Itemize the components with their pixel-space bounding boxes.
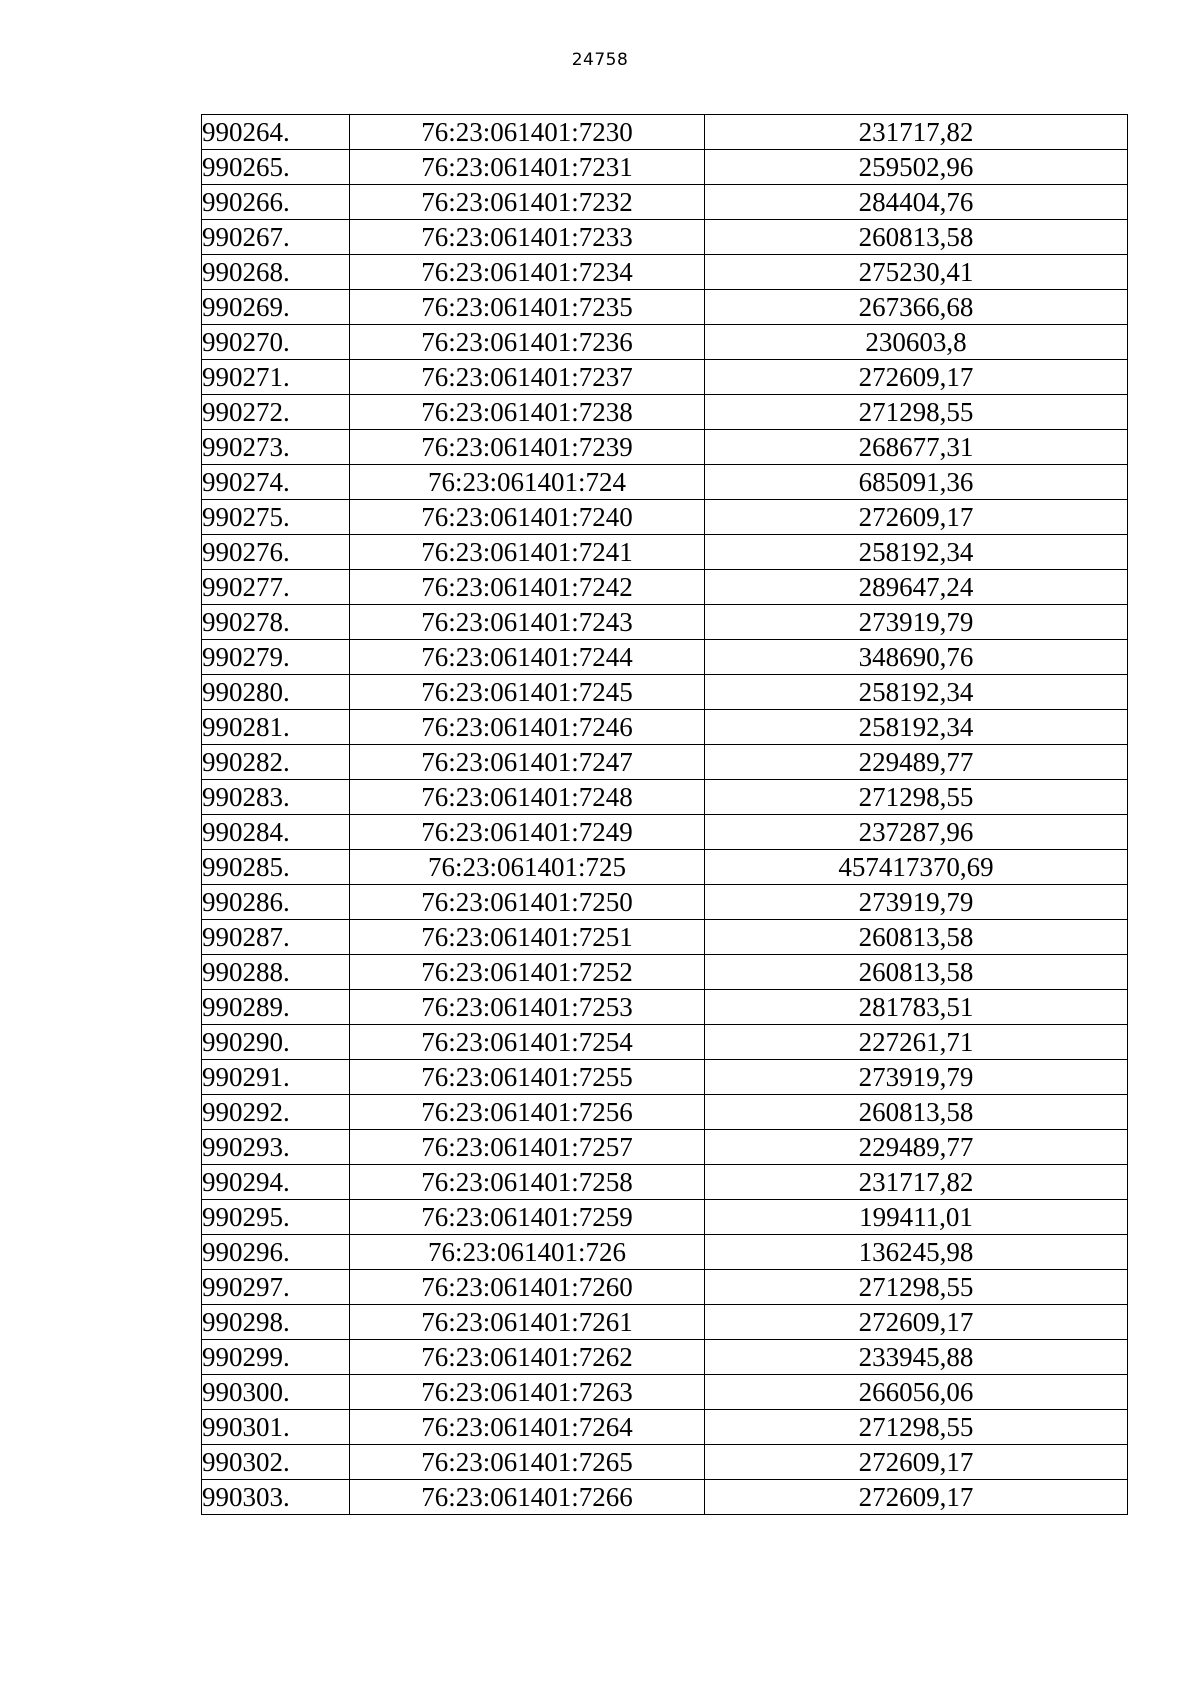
cadastral-value-cell: 289647,24 xyxy=(705,570,1128,605)
row-number-cell: 990278. xyxy=(202,605,350,640)
cadastral-value-table xyxy=(201,114,1128,1515)
cadastral-value-cell: 272609,17 xyxy=(705,1305,1128,1340)
table-row xyxy=(202,360,1128,395)
cadastral-number-cell: 76:23:061401:7242 xyxy=(350,570,705,605)
row-number-cell: 990267. xyxy=(202,220,350,255)
table-row xyxy=(202,220,1128,255)
cadastral-value-cell: 272609,17 xyxy=(705,1445,1128,1480)
row-number-cell: 990270. xyxy=(202,325,350,360)
cadastral-value-cell: 457417370,69 xyxy=(705,850,1128,885)
table-row xyxy=(202,465,1128,500)
table-row xyxy=(202,290,1128,325)
table-row xyxy=(202,1235,1128,1270)
cadastral-number-cell: 76:23:061401:7231 xyxy=(350,150,705,185)
table-row xyxy=(202,1095,1128,1130)
row-number-cell: 990275. xyxy=(202,500,350,535)
row-number-cell: 990284. xyxy=(202,815,350,850)
cadastral-number-cell: 76:23:061401:7259 xyxy=(350,1200,705,1235)
cadastral-number-cell: 76:23:061401:7241 xyxy=(350,535,705,570)
cadastral-number-cell: 76:23:061401:7253 xyxy=(350,990,705,1025)
cadastral-number-cell: 76:23:061401:7249 xyxy=(350,815,705,850)
table-row xyxy=(202,1410,1128,1445)
row-number-cell: 990279. xyxy=(202,640,350,675)
cadastral-value-cell: 136245,98 xyxy=(705,1235,1128,1270)
cadastral-number-cell: 76:23:061401:724 xyxy=(350,465,705,500)
cadastral-number-cell: 76:23:061401:7260 xyxy=(350,1270,705,1305)
cadastral-number-cell: 76:23:061401:725 xyxy=(350,850,705,885)
row-number-cell: 990266. xyxy=(202,185,350,220)
cadastral-number-cell: 76:23:061401:7248 xyxy=(350,780,705,815)
table-row xyxy=(202,745,1128,780)
cadastral-value-cell: 258192,34 xyxy=(705,675,1128,710)
cadastral-value-cell: 258192,34 xyxy=(705,535,1128,570)
table-row xyxy=(202,920,1128,955)
row-number-cell: 990265. xyxy=(202,150,350,185)
cadastral-number-cell: 76:23:061401:7247 xyxy=(350,745,705,780)
cadastral-value-cell: 271298,55 xyxy=(705,780,1128,815)
row-number-cell: 990302. xyxy=(202,1445,350,1480)
cadastral-number-cell: 76:23:061401:7262 xyxy=(350,1340,705,1375)
cadastral-number-cell: 76:23:061401:7245 xyxy=(350,675,705,710)
cadastral-value-cell: 231717,82 xyxy=(705,1165,1128,1200)
cadastral-value-cell: 281783,51 xyxy=(705,990,1128,1025)
row-number-cell: 990282. xyxy=(202,745,350,780)
row-number-cell: 990273. xyxy=(202,430,350,465)
cadastral-value-cell: 260813,58 xyxy=(705,955,1128,990)
row-number-cell: 990293. xyxy=(202,1130,350,1165)
row-number-cell: 990303. xyxy=(202,1480,350,1515)
cadastral-value-cell: 348690,76 xyxy=(705,640,1128,675)
cadastral-number-cell: 76:23:061401:7238 xyxy=(350,395,705,430)
row-number-cell: 990294. xyxy=(202,1165,350,1200)
page-number: 24758 xyxy=(571,50,629,70)
cadastral-number-cell: 76:23:061401:7251 xyxy=(350,920,705,955)
cadastral-value-cell: 272609,17 xyxy=(705,500,1128,535)
cadastral-value-cell: 267366,68 xyxy=(705,290,1128,325)
table-row xyxy=(202,675,1128,710)
row-number-cell: 990297. xyxy=(202,1270,350,1305)
table-row xyxy=(202,570,1128,605)
cadastral-value-cell: 275230,41 xyxy=(705,255,1128,290)
table-row xyxy=(202,605,1128,640)
table-row xyxy=(202,1375,1128,1410)
table-row xyxy=(202,1200,1128,1235)
row-number-cell: 990291. xyxy=(202,1060,350,1095)
row-number-cell: 990287. xyxy=(202,920,350,955)
row-number-cell: 990295. xyxy=(202,1200,350,1235)
table-row xyxy=(202,255,1128,290)
table-row xyxy=(202,535,1128,570)
row-number-cell: 990292. xyxy=(202,1095,350,1130)
row-number-cell: 990277. xyxy=(202,570,350,605)
table-row xyxy=(202,850,1128,885)
row-number-cell: 990301. xyxy=(202,1410,350,1445)
cadastral-value-cell: 259502,96 xyxy=(705,150,1128,185)
cadastral-value-cell: 230603,8 xyxy=(705,325,1128,360)
row-number-cell: 990285. xyxy=(202,850,350,885)
cadastral-number-cell: 76:23:061401:7256 xyxy=(350,1095,705,1130)
table-row xyxy=(202,150,1128,185)
row-number-cell: 990281. xyxy=(202,710,350,745)
table-row xyxy=(202,325,1128,360)
table-row xyxy=(202,815,1128,850)
cadastral-value-cell: 229489,77 xyxy=(705,1130,1128,1165)
cadastral-number-cell: 76:23:061401:7258 xyxy=(350,1165,705,1200)
cadastral-value-cell: 273919,79 xyxy=(705,605,1128,640)
cadastral-value-cell: 199411,01 xyxy=(705,1200,1128,1235)
cadastral-value-cell: 237287,96 xyxy=(705,815,1128,850)
cadastral-value-cell: 233945,88 xyxy=(705,1340,1128,1375)
table-row xyxy=(202,1480,1128,1515)
table-row xyxy=(202,885,1128,920)
cadastral-number-cell: 76:23:061401:7263 xyxy=(350,1375,705,1410)
row-number-cell: 990290. xyxy=(202,1025,350,1060)
row-number-cell: 990268. xyxy=(202,255,350,290)
cadastral-value-cell: 260813,58 xyxy=(705,920,1128,955)
cadastral-value-cell: 268677,31 xyxy=(705,430,1128,465)
table-row xyxy=(202,115,1128,150)
cadastral-value-cell: 271298,55 xyxy=(705,1270,1128,1305)
cadastral-value-cell: 685091,36 xyxy=(705,465,1128,500)
row-number-cell: 990274. xyxy=(202,465,350,500)
row-number-cell: 990296. xyxy=(202,1235,350,1270)
cadastral-number-cell: 76:23:061401:7246 xyxy=(350,710,705,745)
row-number-cell: 990289. xyxy=(202,990,350,1025)
cadastral-number-cell: 76:23:061401:7264 xyxy=(350,1410,705,1445)
row-number-cell: 990283. xyxy=(202,780,350,815)
cadastral-value-cell: 273919,79 xyxy=(705,1060,1128,1095)
row-number-cell: 990286. xyxy=(202,885,350,920)
cadastral-number-cell: 76:23:061401:7232 xyxy=(350,185,705,220)
cadastral-number-cell: 76:23:061401:7243 xyxy=(350,605,705,640)
table-row xyxy=(202,1270,1128,1305)
cadastral-number-cell: 76:23:061401:7250 xyxy=(350,885,705,920)
cadastral-value-cell: 273919,79 xyxy=(705,885,1128,920)
cadastral-value-cell: 258192,34 xyxy=(705,710,1128,745)
row-number-cell: 990272. xyxy=(202,395,350,430)
table-row xyxy=(202,1305,1128,1340)
table-row xyxy=(202,1025,1128,1060)
cadastral-value-cell: 260813,58 xyxy=(705,220,1128,255)
row-number-cell: 990269. xyxy=(202,290,350,325)
cadastral-value-cell: 227261,71 xyxy=(705,1025,1128,1060)
row-number-cell: 990298. xyxy=(202,1305,350,1340)
table-row xyxy=(202,500,1128,535)
table-body xyxy=(202,115,1128,1515)
table-row xyxy=(202,1060,1128,1095)
cadastral-number-cell: 76:23:061401:7265 xyxy=(350,1445,705,1480)
table-row xyxy=(202,185,1128,220)
cadastral-number-cell: 76:23:061401:7244 xyxy=(350,640,705,675)
cadastral-number-cell: 76:23:061401:7261 xyxy=(350,1305,705,1340)
row-number-cell: 990264. xyxy=(202,115,350,150)
table-row xyxy=(202,710,1128,745)
cadastral-number-cell: 76:23:061401:7257 xyxy=(350,1130,705,1165)
table-row xyxy=(202,955,1128,990)
cadastral-value-cell: 266056,06 xyxy=(705,1375,1128,1410)
table-row xyxy=(202,1130,1128,1165)
cadastral-number-cell: 76:23:061401:7230 xyxy=(350,115,705,150)
row-number-cell: 990288. xyxy=(202,955,350,990)
table-row xyxy=(202,1165,1128,1200)
cadastral-number-cell: 76:23:061401:7266 xyxy=(350,1480,705,1515)
table-row xyxy=(202,990,1128,1025)
table-row xyxy=(202,395,1128,430)
cadastral-number-cell: 76:23:061401:7240 xyxy=(350,500,705,535)
table-row xyxy=(202,780,1128,815)
cadastral-number-cell: 76:23:061401:7237 xyxy=(350,360,705,395)
cadastral-number-cell: 76:23:061401:7234 xyxy=(350,255,705,290)
table-row xyxy=(202,1445,1128,1480)
row-number-cell: 990300. xyxy=(202,1375,350,1410)
row-number-cell: 990271. xyxy=(202,360,350,395)
row-number-cell: 990276. xyxy=(202,535,350,570)
cadastral-number-cell: 76:23:061401:7255 xyxy=(350,1060,705,1095)
cadastral-number-cell: 76:23:061401:7233 xyxy=(350,220,705,255)
cadastral-number-cell: 76:23:061401:7254 xyxy=(350,1025,705,1060)
table-row xyxy=(202,1340,1128,1375)
cadastral-number-cell: 76:23:061401:726 xyxy=(350,1235,705,1270)
cadastral-value-cell: 229489,77 xyxy=(705,745,1128,780)
cadastral-value-cell: 231717,82 xyxy=(705,115,1128,150)
cadastral-value-cell: 284404,76 xyxy=(705,185,1128,220)
row-number-cell: 990280. xyxy=(202,675,350,710)
cadastral-value-cell: 272609,17 xyxy=(705,360,1128,395)
cadastral-number-cell: 76:23:061401:7239 xyxy=(350,430,705,465)
cadastral-number-cell: 76:23:061401:7235 xyxy=(350,290,705,325)
table-row xyxy=(202,640,1128,675)
cadastral-number-cell: 76:23:061401:7236 xyxy=(350,325,705,360)
cadastral-value-cell: 260813,58 xyxy=(705,1095,1128,1130)
cadastral-value-cell: 272609,17 xyxy=(705,1480,1128,1515)
cadastral-value-cell: 271298,55 xyxy=(705,395,1128,430)
table-row xyxy=(202,430,1128,465)
cadastral-number-cell: 76:23:061401:7252 xyxy=(350,955,705,990)
row-number-cell: 990299. xyxy=(202,1340,350,1375)
cadastral-value-cell: 271298,55 xyxy=(705,1410,1128,1445)
